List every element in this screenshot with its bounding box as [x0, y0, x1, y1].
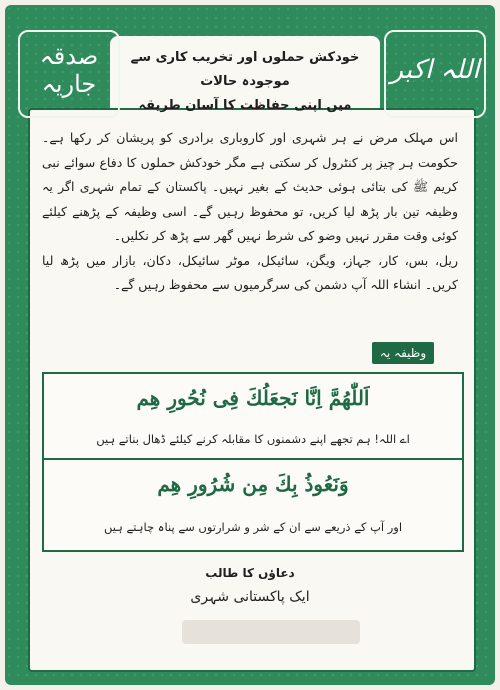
paragraph-2: ریل، بس، کار، جہاز، ویگن، سائیکل، موٹر سائیکل، دکان، بازار میں پڑھ لیا کریں۔ انشاء اللہ آپ دشمن کی سرگرمیوں سے محفوظ رہیں گے۔ — [42, 252, 458, 292]
arabic-dua-1: اَللّٰھُمَّ اِنَّا نَجعَلُكَ فِی نُحُورِ ھِم — [136, 386, 370, 410]
title-line-2: میں اپنی حفاظت کا آسان طریقہ — [138, 98, 352, 113]
footer-line-1: دعاؤں کا طالب — [205, 566, 295, 580]
allahu-akbar-calligraphy — [384, 30, 486, 118]
divider — [44, 458, 462, 460]
paragraph-1: اس مہلک مرض نے ہر شہری اور کاروباری برادری کو پریشان کر رکھا ہے۔ حکومت ہر چیز پر کنٹرول کر سکتی ہے مگر خودکش حملوں کا دفاع سوائے نبی کریم ﷺ کی بتائی ہوئی حدیث کے بغیر نہیں۔ پاکستان کے تمام شہری اگر یہ وظیفہ تین بار پڑھ لیا کریں، تو محفوظ رہیں گے۔ اسی وظیفہ کے پڑھنے کیلئے کوئی وقت مقرر نہیں وضو کی شرط نہیں گھر سے پڑھ کر نکلیں۔ — [42, 130, 458, 243]
badge-line-1: صدقہ — [39, 42, 99, 70]
badge-line-2: جاریہ — [41, 70, 97, 98]
page-title — [116, 46, 374, 118]
translation-1: اے اللہ! ہم تجھے اپنے دشمنوں کا مقابلہ کرنے کیلئے ڈھال بناتے ہیں — [96, 432, 410, 446]
wazifa-label: وظیفہ یہ — [372, 342, 434, 364]
sadqa-jariya-badge — [18, 30, 120, 118]
smudge-mark — [182, 620, 360, 644]
translation-2: اور آپ کے ذریعے سے ان کے شر و شرارتوں سے پناہ چاہتے ہیں — [103, 520, 403, 534]
arabic-dua-2: وَنَعُوذُ بِكَ مِن شُرُورِ ھِم — [157, 472, 349, 496]
title-line-1: خودکش حملوں اور تخریب کاری سے موجودہ حالات — [130, 50, 360, 89]
calligraphy-text: اللہ اکبر — [390, 55, 480, 85]
body-text — [42, 126, 458, 298]
dua-box — [42, 372, 464, 552]
footer-line-2: ایک پاکستانی شہری — [190, 589, 310, 605]
